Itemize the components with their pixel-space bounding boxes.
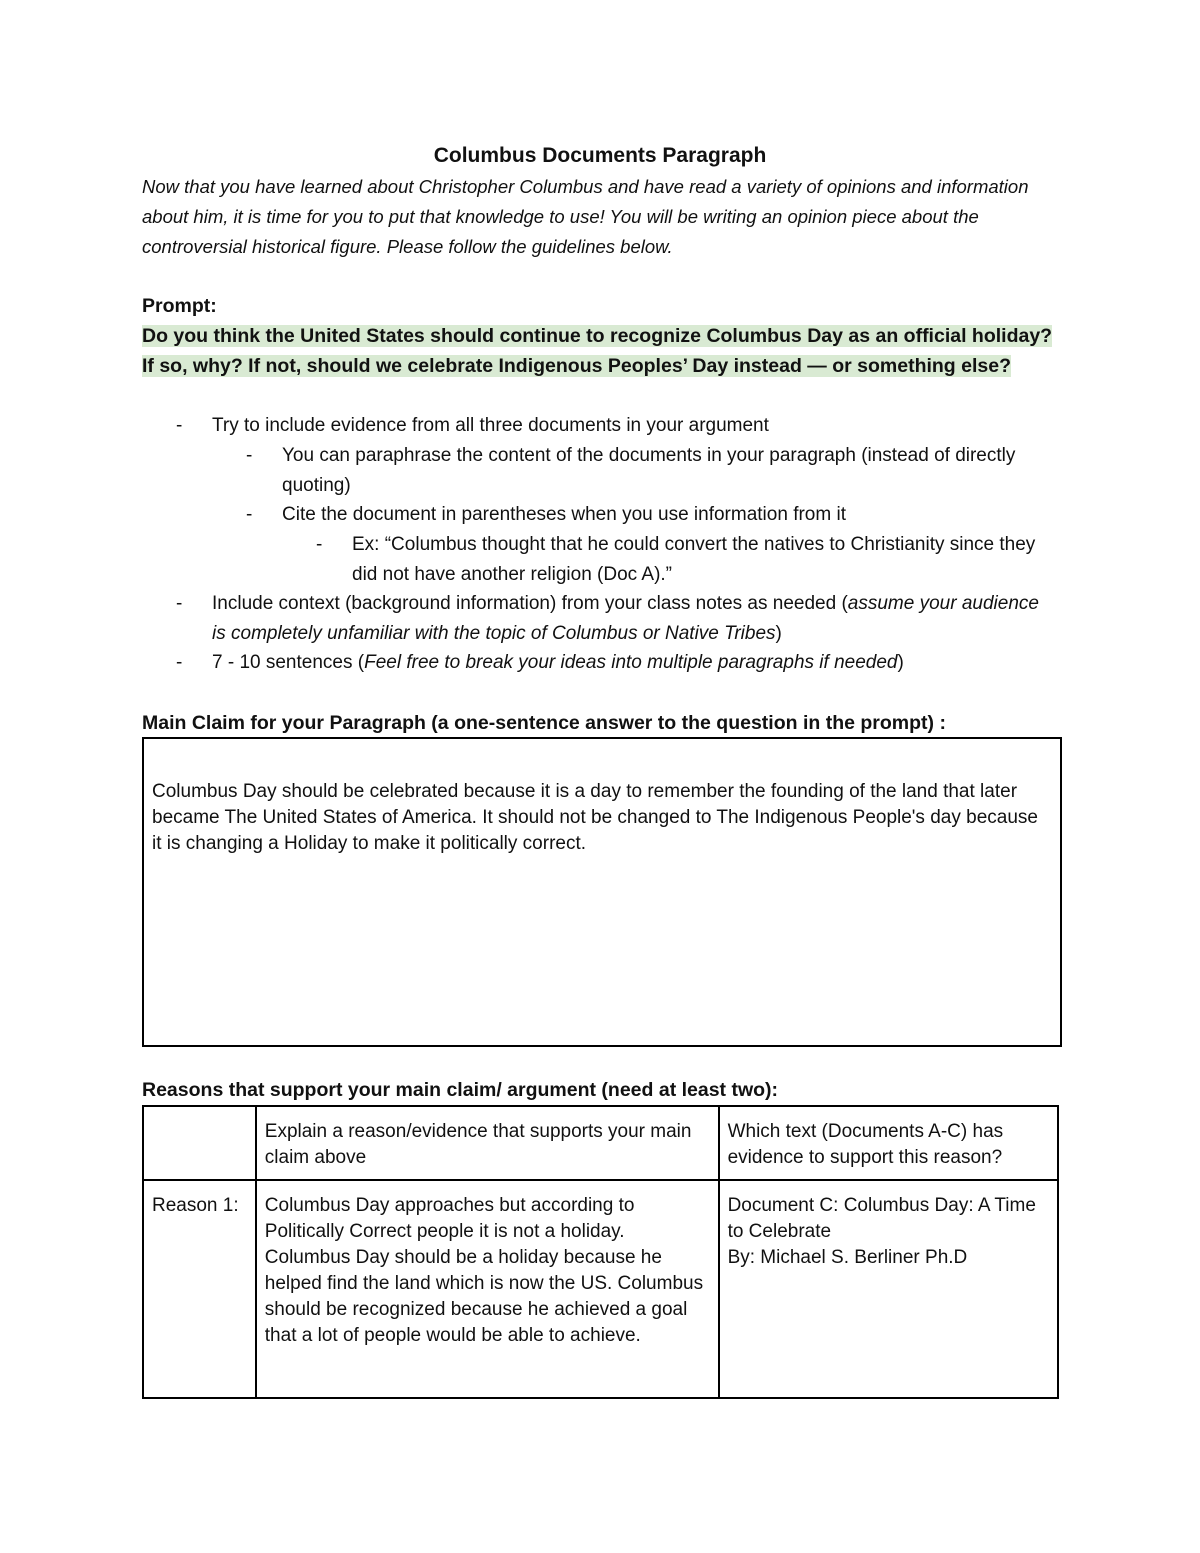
- prompt-label: Prompt:: [142, 295, 217, 317]
- guideline-text: 7 - 10 sentences (: [212, 652, 365, 673]
- guideline-subitem: [246, 500, 1052, 530]
- source-title: Document C: Columbus Day: A Time to Celebrate: [727, 1195, 1036, 1242]
- header-cell-explanation: Explain a reason/evidence that supports your main claim above: [256, 1106, 719, 1180]
- intro-paragraph: Now that you have learned about Christopher Columbus and have read a variety of opinions and information about him, it is time for you to put that knowledge to use! You will be writing an opinion piece about the controversial historical figure. Please follow the guidelines below.: [142, 176, 1029, 257]
- guideline-item: [176, 411, 1052, 441]
- guideline-subitem: [246, 441, 1052, 501]
- bullet-dash: -: [246, 504, 253, 525]
- prompt-question-text: Do you think the United States should continue to recognize Columbus Day as an official holiday? If so, why? If not, should we celebrate Indigenous Peoples’ Day instead — or something else?: [142, 325, 1053, 377]
- bullet-dash: -: [246, 445, 253, 466]
- reason-source-cell[interactable]: [719, 1180, 1058, 1398]
- document-title: Columbus Documents Paragraph: [433, 144, 767, 167]
- reasons-label: Reasons that support your main claim/ argument (need at least two):: [142, 1079, 779, 1101]
- guideline-text: You can paraphrase the content of the documents in your paragraph (instead of directly quoting): [282, 445, 1016, 496]
- bullet-dash: -: [176, 652, 183, 673]
- guideline-text: Try to include evidence from all three documents in your argument: [212, 415, 769, 436]
- bullet-dash: -: [316, 534, 323, 555]
- main-claim-label: Main Claim for your Paragraph (a one-sentence answer to the question in the prompt) :: [142, 712, 946, 734]
- guideline-text: Ex: “Columbus thought that he could convert the natives to Christianity since they did not have another religion (Doc A).”: [352, 534, 1036, 585]
- guideline-italic: assume your audience is completely unfamiliar with the topic of Columbus or Native Tribes: [212, 593, 1039, 644]
- guideline-text: Include context (background information) from your class notes as needed (: [212, 593, 848, 614]
- prompt-question: [142, 321, 1057, 381]
- guideline-item: [176, 589, 1052, 649]
- header-cell-blank: [143, 1106, 256, 1180]
- reasons-table: [142, 1105, 1059, 1399]
- guideline-text: Cite the document in parentheses when you use information from it: [282, 504, 846, 525]
- table-row: [143, 1180, 1058, 1398]
- guideline-italic: Feel free to break your ideas into multiple paragraphs if needed: [364, 652, 898, 673]
- bullet-dash: -: [176, 593, 183, 614]
- reason-label-cell: Reason 1:: [143, 1180, 256, 1398]
- table-header-row: [143, 1106, 1058, 1180]
- guideline-tail: ): [775, 623, 782, 644]
- reason-explanation-cell[interactable]: Columbus Day approaches but according to Politically Correct people it is not a holiday. Columbus Day should be a holiday because he helped find the land which is now the US. Columbus should be recognized because he achieved a goal that a lot of people would be able to achieve.: [256, 1180, 719, 1398]
- guideline-example: [316, 530, 1052, 590]
- header-cell-source: Which text (Documents A-C) has evidence to support this reason?: [719, 1106, 1058, 1180]
- guideline-tail: ): [897, 652, 904, 673]
- main-claim-box[interactable]: [142, 737, 1062, 1047]
- bullet-dash: -: [176, 415, 183, 436]
- guideline-item: [176, 648, 1052, 678]
- source-author: By: Michael S. Berliner Ph.D: [727, 1247, 968, 1268]
- main-claim-text: Columbus Day should be celebrated because it is a day to remember the founding of the land that later became The United States of America. It should not be changed to The Indigenous People's day because it is changing a Holiday to make it politically correct.: [152, 781, 1038, 854]
